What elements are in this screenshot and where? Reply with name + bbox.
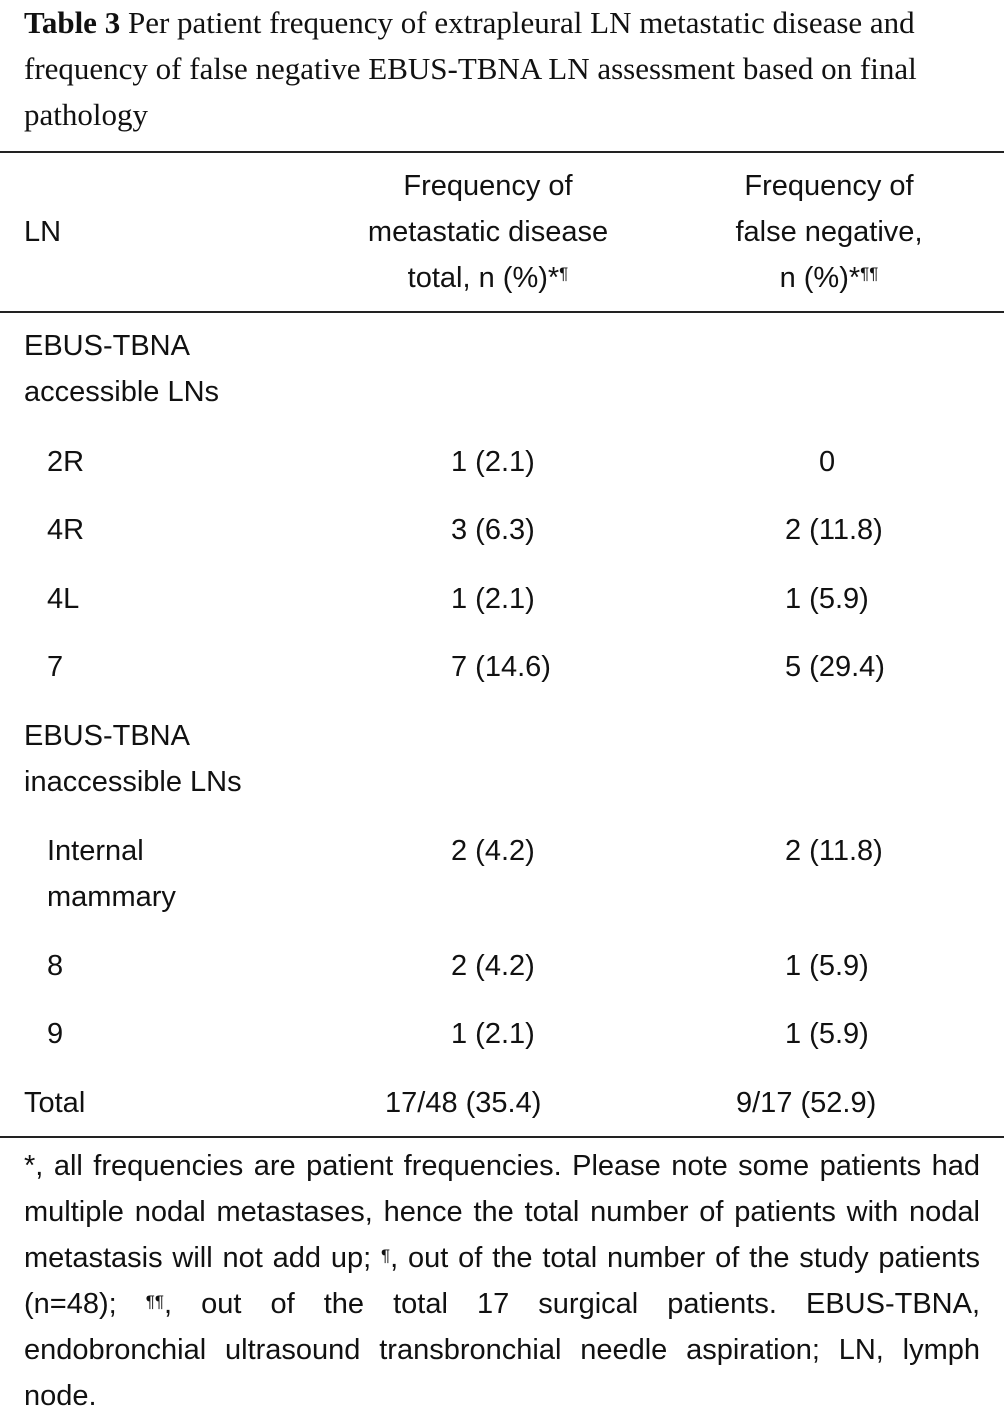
header-frequency-metastatic xyxy=(330,163,646,301)
row-ln-4l: 4L xyxy=(47,583,80,615)
row-ln-9: 9 xyxy=(47,1018,64,1050)
table-header-rule xyxy=(0,311,1004,313)
header-metastatic-line2: metastatic disease xyxy=(367,216,609,248)
row-metastatic-8: 2 (4.2) xyxy=(451,950,535,982)
group-title-inaccessible xyxy=(24,713,242,805)
header-metastatic-line3-text: total, n (%)* xyxy=(407,262,560,294)
header-frequency-false-negative xyxy=(690,163,968,301)
row-ln-line2: mammary xyxy=(47,881,176,913)
table-top-rule xyxy=(0,151,1004,153)
header-metastatic-footnote-mark: ¶ xyxy=(559,264,569,283)
table-label: Table 3 xyxy=(24,5,121,40)
group-title-line1: EBUS-TBNA xyxy=(24,330,190,362)
row-ln-line1: Internal xyxy=(47,835,144,867)
header-ln: LN xyxy=(24,216,62,248)
group-title-accessible xyxy=(24,323,219,415)
row-false-negative-7: 5 (29.4) xyxy=(785,651,885,683)
header-false-negative-line3 xyxy=(690,255,968,301)
row-false-negative-total: 9/17 (52.9) xyxy=(736,1087,877,1119)
row-false-negative-2r: 0 xyxy=(819,446,836,478)
table-caption-text: Per patient frequency of extrapleural LN metastatic disease and frequency of false negative EBUS-TBNA LN assessment based on final pathology xyxy=(24,5,917,132)
row-metastatic-2r: 1 (2.1) xyxy=(451,446,535,478)
header-metastatic-line1: Frequency of xyxy=(403,170,573,202)
row-ln-total: Total xyxy=(24,1087,86,1119)
row-metastatic-4l: 1 (2.1) xyxy=(451,583,535,615)
row-false-negative-8: 1 (5.9) xyxy=(785,950,869,982)
footnote-part3: , out of the total 17 surgical patients. EBUS-TBNA, endobronchial ultrasound transbronchial needle aspiration; LN, lymph node. xyxy=(24,1288,980,1412)
row-metastatic-internal-mammary: 2 (4.2) xyxy=(451,835,535,867)
row-false-negative-4r: 2 (11.8) xyxy=(785,514,883,546)
row-metastatic-9: 1 (2.1) xyxy=(451,1018,535,1050)
footnote-part1: *, all frequencies are patient frequencies. Please note some patients had multiple nodal metastases, hence the total number of patients with nodal metastasis will not add up; xyxy=(24,1150,980,1274)
row-false-negative-9: 1 (5.9) xyxy=(785,1018,869,1050)
footnote-part2: , out of the total number of the study patients (n=48); xyxy=(24,1242,980,1320)
row-false-negative-internal-mammary: 2 (11.8) xyxy=(785,835,883,867)
row-metastatic-4r: 3 (6.3) xyxy=(451,514,535,546)
footnote-mark-2: ¶¶ xyxy=(145,1292,165,1311)
row-ln-2r: 2R xyxy=(47,446,85,478)
header-false-negative-line2: false negative, xyxy=(735,216,923,248)
table-bottom-rule xyxy=(0,1136,1004,1138)
header-false-negative-line1: Frequency of xyxy=(744,170,914,202)
row-ln-4r: 4R xyxy=(47,514,85,546)
row-ln-7: 7 xyxy=(47,651,64,683)
header-metastatic-line3 xyxy=(330,255,646,301)
group-title-line2: inaccessible LNs xyxy=(24,766,242,798)
row-ln-internal-mammary xyxy=(47,828,176,920)
group-title-line2: accessible LNs xyxy=(24,376,220,408)
footnote-mark-1: ¶ xyxy=(381,1246,391,1265)
header-false-negative-footnote-mark: ¶¶ xyxy=(860,264,879,283)
row-metastatic-7: 7 (14.6) xyxy=(451,651,551,683)
row-false-negative-4l: 1 (5.9) xyxy=(785,583,869,615)
row-metastatic-total: 17/48 (35.4) xyxy=(385,1087,542,1119)
row-ln-8: 8 xyxy=(47,950,64,982)
group-title-line1: EBUS-TBNA xyxy=(24,720,190,752)
header-false-negative-line3-text: n (%)* xyxy=(779,262,861,294)
table-footnote xyxy=(24,1143,980,1419)
table-caption xyxy=(24,0,982,138)
